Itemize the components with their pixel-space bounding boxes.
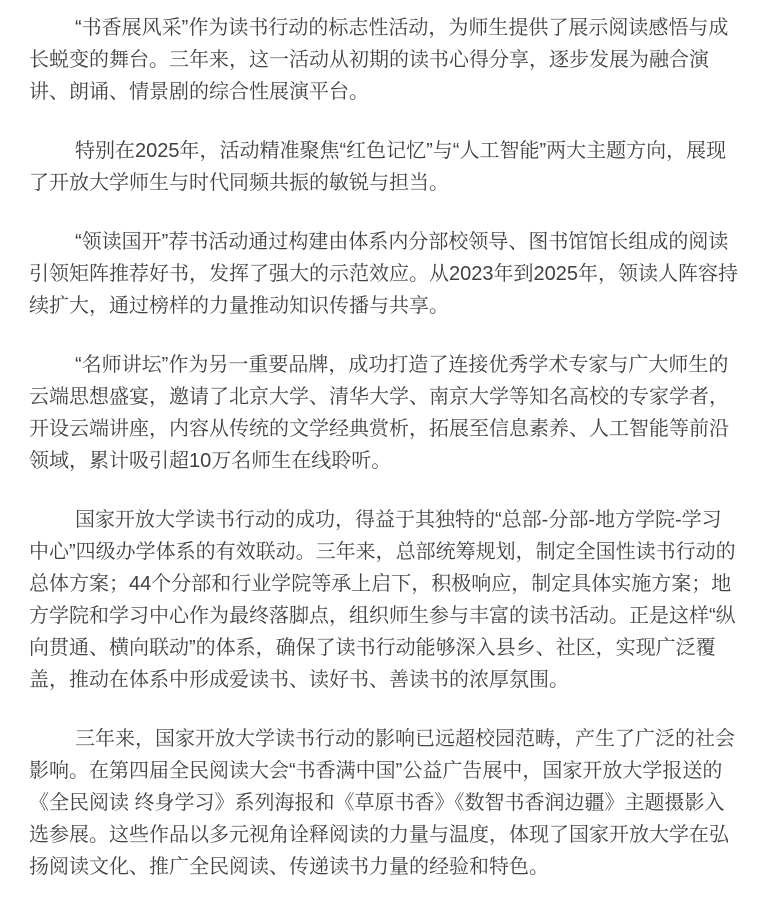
paragraph-1: “书香展风采”作为读书行动的标志性活动，为师生提供了展示阅读感悟与成长蜕变的舞台。三年来，这一活动从初期的读书心得分享，逐步发展为融合演讲、朗诵、情景剧的综合性展演平台。 [29, 17, 729, 103]
paragraph-3: “领读国开”荐书活动通过构建由体系内分部校领导、图书馆馆长组成的阅读引领矩阵推荐好书，发挥了强大的示范效应。从2023年到2025年，领读人阵容持续扩大，通过榜样的力量推动知识传播与共享。 [29, 231, 738, 317]
paragraph-4: “名师讲坛”作为另一重要品牌，成功打造了连接优秀学术专家与广大师生的云端思想盛宴，邀请了北京大学、清华大学、南京大学等知名高校的专家学者，开设云端讲座，内容从传统的文学经典赏析，拓展至信息素养、人工智能等前沿领域，累计吸引超10万名师生在线聆听。 [29, 354, 729, 472]
paragraph-2: 特别在2025年，活动精准聚焦“红色记忆”与“人工智能”两大主题方向，展现了开放大学师生与时代同频共振的敏锐与担当。 [29, 140, 727, 194]
paragraph-5: 国家开放大学读书行动的成功，得益于其独特的“总部-分部-地方学院-学习中心”四级办学体系的有效联动。三年来，总部统筹规划，制定全国性读书行动的总体方案；44个分部和行业学院等承上启下，积极响应，制定具体实施方案；地方学院和学习中心作为最终落脚点，组织师生参与丰富的读书活动。正是这样“纵向贯通、横向联动”的体系，确保了读书行动能够深入县乡、社区，实现广泛覆盖，推动在体系中形成爱读书、读好书、善读书的浓厚氛围。 [29, 509, 736, 691]
paragraph-6: 三年来，国家开放大学读书行动的影响已远超校园范畴，产生了广泛的社会影响。在第四届全民阅读大会“书香满中国”公益广告展中，国家开放大学报送的《全民阅读 终身学习》系列海报和《草原书香》《数智书香润边疆》主题摄影入选参展。这些作品以多元视角诠释阅读的力量与温度，体现了国家开放大学在弘扬阅读文化、推广全民阅读、传递读书力量的经验和特色。 [29, 728, 735, 878]
